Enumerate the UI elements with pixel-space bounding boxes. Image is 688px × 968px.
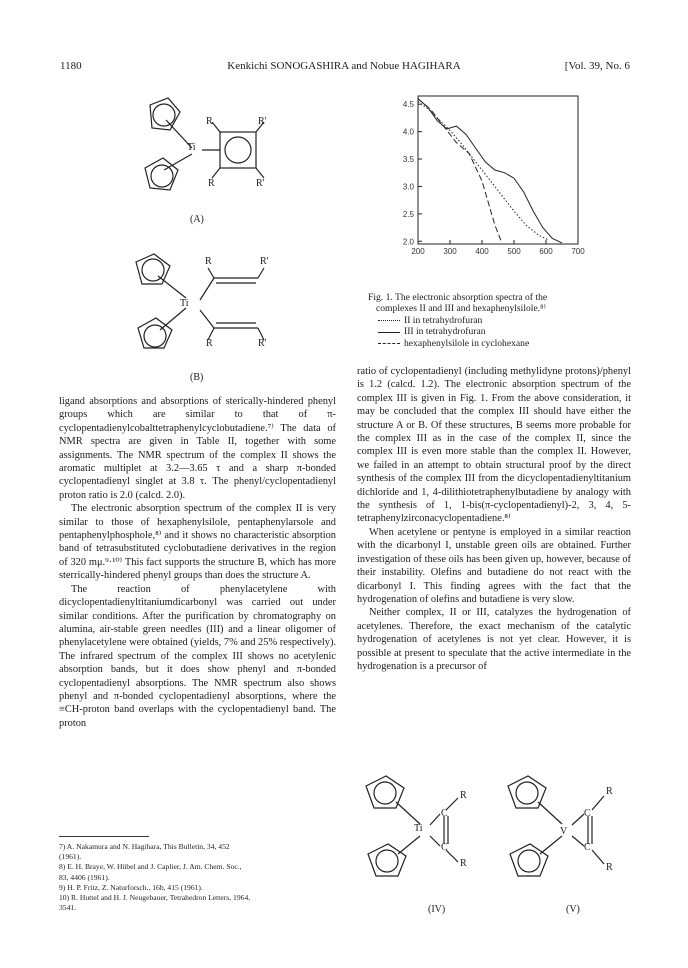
dotted-line-icon (378, 320, 400, 321)
structure-iv-r-label: R (460, 790, 467, 801)
structure-b-r-label-2: R (206, 338, 213, 349)
left-column (59, 395, 336, 730)
x-tick-label: 400 (475, 247, 489, 256)
right-column (357, 365, 631, 673)
structure-a-diagram (120, 90, 320, 220)
structure-b-ti-label: Ti (180, 298, 189, 309)
y-tick-label: 4.5 (402, 100, 414, 110)
structure-iv-ti-label: Ti (414, 823, 423, 834)
footnote-line: 9) H. P. Fritz, Z. Naturforsch., 16b, 415 (1961). (59, 882, 203, 892)
structure-b-r-label: R (205, 256, 212, 267)
structure-iv-c-label: C (441, 808, 448, 819)
footnote-line: 7) A. Nakamura and N. Hagihara, This Bulletin, 34, 452 (59, 842, 230, 851)
left-paragraph-3: The reaction of phenylacetylene with dicyclopentadienyltitaniumdicarbonyl was carried out under similar conditions. After the purification by chromatography on alumina, air-stable green needles (III) and a linear oligomer of phenylacetylene were obtained (yields, 7% and 25% respectively). The infrared spectrum of the complex III shows no acetylenic absorption bands, but it does show phenyl and π-bonded cyclopentadienyl absorptions. The NMR spectrum also shows phenyl and π-bonded cyclopentadienyl absorptions, where the ≡CH-proton band overlaps with the cyclopentadienyl band. The proton (59, 583, 336, 729)
structure-a-rprime-label-2: R' (256, 178, 265, 189)
structure-iv-v-diagram (360, 770, 640, 900)
left-paragraph-2: The electronic absorption spectrum of the complex II is very similar to those of hexaphenylsilole, pentaphenylarsole and pentaphenylphosphole,⁸⁾ and it shows no characteristic absorption band of tetrasubstituted cyclobutadiene derivatives in the region of 320 mμ.⁹·¹⁰⁾ This fact supports the structure B, which has more sterrically-hindered phenyl groups than does the structure A. (59, 503, 336, 582)
x-tick-label: 200 (411, 247, 425, 256)
structure-a-caption: (A) (190, 214, 204, 225)
absorption-spectrum-chart (380, 92, 590, 267)
legend-text-ii: II in tetrahydrofuran (404, 314, 483, 326)
footnotes (59, 842, 336, 913)
legend-text-silole: hexaphenylsilole in cyclohexane (404, 337, 530, 349)
plot-frame (418, 96, 578, 244)
legend-text-iii: III in tetrahydrofuran (404, 326, 486, 338)
structure-v-r-label: R (606, 786, 613, 797)
structure-iv-c-label-2: C (441, 842, 448, 853)
series-line-dotted (418, 102, 549, 241)
footnote-line: 10) R. Huttel and H. J. Neugebauer, Tetrahedron Letters, 1964, (59, 893, 251, 903)
structure-a-r-label: R (206, 116, 213, 127)
dashed-line-icon (378, 343, 400, 344)
legend-item-silole (368, 338, 630, 349)
structure-v-v-label: V (560, 826, 568, 837)
structure-a-rprime-label: R' (258, 116, 267, 127)
structure-iv-r-label-2: R (460, 858, 467, 869)
structure-a-r-label-2: R (208, 178, 215, 189)
structure-b-diagram (118, 248, 318, 378)
y-tick-label: 2.5 (402, 209, 414, 219)
structure-v-caption: (V) (566, 904, 580, 915)
y-tick-label: 3.5 (402, 155, 414, 165)
footnote-line: (1961). (59, 852, 82, 862)
legend-item-ii (368, 315, 630, 326)
footnote-rule (59, 836, 149, 837)
series-line-dashed (418, 99, 501, 242)
right-paragraph-2: When acetylene or pentyne is employed in a similar reaction with the dicarbonyl I, unstable green oils are obtained. Further investigation of these oils has been given up, however, because of their instability. Olefins and butadiene do not react with the dicarbonyl I. This finding agrees with the fact that the hydrogenation of olefins and butadiene is very slow. (357, 526, 631, 605)
left-paragraph-1: ligand absorptions and absorptions of sterically-hindered phenyl groups which are similar to that of π-cyclopentadienylcobalttetraphenylcyclobutadiene.⁷⁾ The data of NMR spectra are given in Table II, together with some assignments. The NMR spectrum of the complex II shows the aromatic multiplet at 3.2—3.65 τ and a sharp π-bonded cyclopentadienyl singlet at 3.8 τ. The phenyl/cyclopentadienyl proton ratio is 2.0 (calcd. 2.0). (59, 396, 336, 501)
x-tick-label: 600 (539, 247, 553, 256)
caption-line-2: complexes II and III and hexaphenylsilole.⁸⁾ (376, 303, 546, 315)
volume-info: [Vol. 39, No. 6 (564, 60, 630, 72)
y-tick-label: 2.0 (402, 237, 414, 247)
structure-a-ti-label: Ti (187, 142, 196, 153)
figure-caption (368, 292, 630, 349)
structure-v-r-label-2: R (606, 862, 613, 873)
footnote-line: 83, 4406 (1961). (59, 872, 110, 882)
page-number: 1180 (60, 60, 82, 72)
right-paragraph-1: ratio of cyclopentadienyl (including methylidyne protons)/phenyl is 1.2 (calcd. 1.2). The electronic absorption spectrum of the complex III is given in Fig. 1. From the above consideration, it may be concluded that the complex III should have either the structure A or B. Of these structures, B seems more probable for the complex III as in the case of the complex II, since the complex III is even more stable than the complex II. However, we failed in an attempt to obtain structural proof by the direct synthesis of the complex III from the dicyclopentadienyltitanium dichloride and 1, 4-dilithiotetraphenylbutadiene by analogy with the synthesis of 1, 1-bis(π-cyclopentadienyl)-2, 3, 4, 5-tetraphenylzirconacyclopentadiene.⁸⁾ (357, 366, 631, 525)
right-paragraph-3: Neither complex, II or III, catalyzes the hydrogenation of acetylenes. Therefore, the exact mechanism of the catalytic hydrogenation of acetylenes is not yet clear. However, it is possible at present to speculate that the active intermediate in the hydrogenation is a precursor of (357, 607, 631, 672)
y-tick-label: 4.0 (402, 127, 414, 137)
structure-b-caption: (B) (190, 372, 204, 383)
structure-b-rprime-label-2: R' (258, 338, 267, 349)
running-authors: Kenkichi SONOGASHIRA and Nobue HAGIHARA (227, 60, 461, 72)
structure-v-c-label: C (584, 808, 591, 819)
structure-b-rprime-label: R' (260, 256, 269, 267)
y-tick-label: 3.0 (402, 182, 414, 192)
caption-line-1: Fig. 1. The electronic absorption spectra of the (368, 292, 548, 303)
solid-line-icon (378, 332, 400, 333)
x-tick-label: 500 (507, 247, 521, 256)
x-tick-label: 700 (571, 247, 585, 256)
x-tick-label: 300 (443, 247, 457, 256)
structure-iv-caption: (IV) (428, 904, 446, 915)
legend-item-iii (368, 326, 630, 337)
structure-v-c-label-2: C (584, 842, 591, 853)
footnote-line: 3541. (59, 903, 77, 913)
footnote-line: 8) E. H. Braye, W. Hübel and J. Caplier, J. Am. Chem. Soc., (59, 862, 242, 872)
